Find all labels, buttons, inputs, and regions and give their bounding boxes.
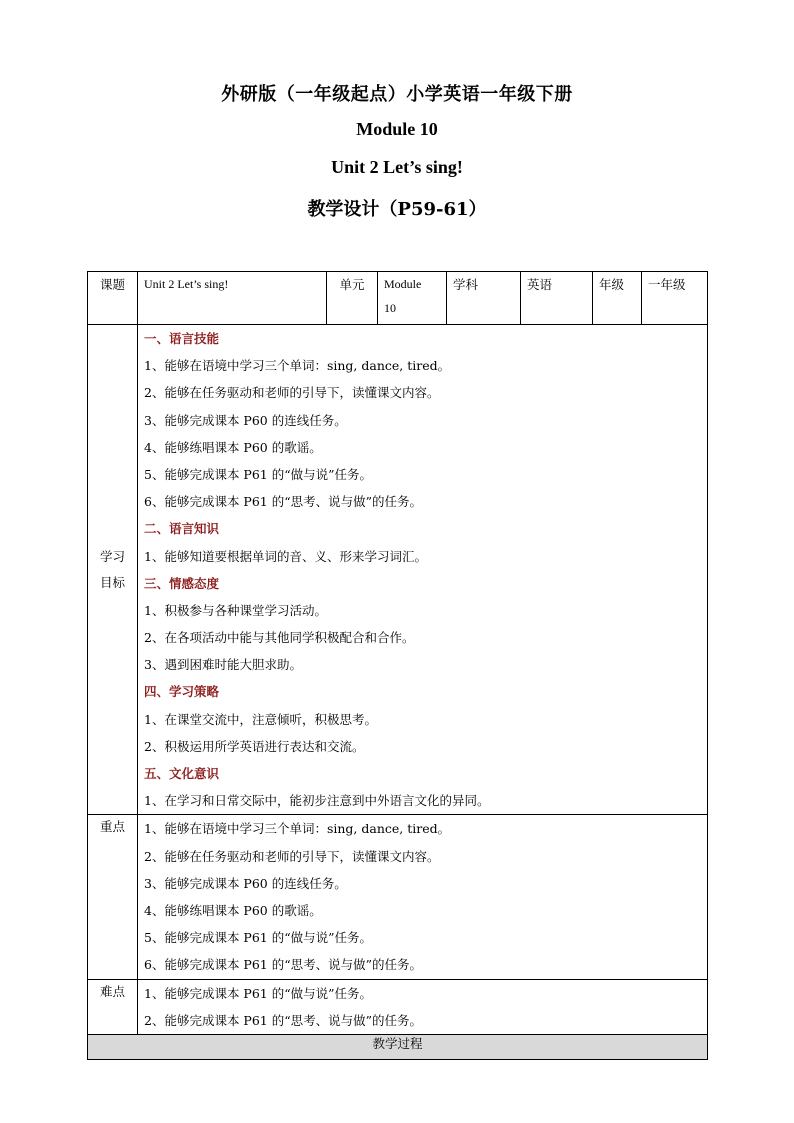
key-points-label: 重点 [99,819,125,835]
objective-item: 2、积极运用所学英语进行表达和交流。 [144,738,365,754]
objective-item: 5、能够完成课本 P61 的“做与说”任务。 [144,466,372,482]
topic-value: Unit 2 Let’s sing! [144,277,229,291]
grade-value-cell [642,272,708,325]
objective-item: 1、在课堂交流中，注意倾听，积极思考。 [144,711,377,727]
objectives-label-line1: 学习 [99,548,125,564]
objective-section-heading: 一、语言技能 [144,331,220,346]
objective-section-heading: 三、情感态度 [144,575,220,591]
objective-item: 1、能够知道要根据单词的音、义、形来学习词汇。 [144,548,427,564]
key-points-list [138,815,707,978]
objectives-row [88,325,708,815]
difficulty-item: 1、能够完成课本 P61 的“做与说”任务。 [144,985,372,1001]
subject-label: 学科 [453,277,479,292]
unit-value-line1: Module [384,277,422,291]
unit-title: Unit 2 Let’s sing! [331,157,463,177]
key-points-content-cell [138,815,708,979]
objective-section-heading: 五、文化意识 [144,766,220,781]
objectives-list [138,325,707,814]
unit-label: 单元 [339,277,365,292]
subject-value-cell [521,272,593,325]
objective-item: 3、能够完成课本 P60 的连线任务。 [144,412,347,428]
unit-value-line2: 10 [384,301,396,315]
key-points-row [88,815,708,979]
key-points-label-cell [88,815,138,979]
objective-section-heading: 二、语言知识 [144,521,220,537]
key-point-item: 3、能够完成课本 P60 的连线任务。 [144,875,347,891]
key-point-item: 2、能够在任务驱动和老师的引导下，读懂课文内容。 [144,848,440,864]
difficulties-content-cell [138,979,708,1034]
difficulties-list [138,980,707,1034]
unit-value-cell [378,272,447,325]
process-row [88,1034,708,1059]
objective-item: 2、在各项活动中能与其他同学积极配合和合作。 [144,630,415,646]
objective-item: 1、在学习和日常交际中，能初步注意到中外语言文化的异同。 [144,793,490,809]
key-point-item: 6、能够完成课本 P61 的“思考、说与做”的任务。 [144,957,422,973]
objective-item: 1、能够在语境中学习三个单词：sing, dance, tired。 [144,358,451,374]
key-point-item: 1、能够在语境中学习三个单词：sing, dance, tired。 [144,821,451,837]
difficulties-label-cell [88,979,138,1034]
subject-value: 英语 [527,277,553,292]
objectives-label-line2: 目标 [99,574,125,590]
unit-label-cell [327,272,378,325]
document-title: 外研版（一年级起点）小学英语一年级下册 [221,84,573,105]
objective-item: 6、能够完成课本 P61 的“思考、说与做”的任务。 [144,494,422,510]
header-row [88,272,708,325]
objectives-content-cell [138,325,708,815]
difficulty-item: 2、能够完成课本 P61 的“思考、说与做”的任务。 [144,1012,422,1028]
objective-item: 4、能够练唱课本 P60 的歌谣。 [144,439,322,455]
objective-item: 2、能够在任务驱动和老师的引导下，读懂课文内容。 [144,385,440,401]
subject-label-cell [447,272,521,325]
key-point-item: 5、能够完成课本 P61 的“做与说”任务。 [144,930,372,946]
grade-value: 一年级 [648,277,686,292]
objective-item: 1、积极参与各种课堂学习活动。 [144,602,327,618]
process-header-cell: 教学过程 [88,1034,708,1059]
difficulties-row [88,979,708,1034]
objective-item: 3、遇到困难时能大胆求助。 [144,657,302,673]
grade-label-cell [593,272,642,325]
key-point-item: 4、能够练唱课本 P60 的歌谣。 [144,902,322,918]
design-title: 教学设计（P59-61） [307,199,487,220]
module-title: Module 10 [356,119,438,139]
topic-label-cell [88,272,138,325]
objective-section-heading: 四、学习策略 [144,684,220,700]
topic-label: 课题 [99,277,125,292]
grade-label: 年级 [599,277,625,292]
objectives-label-cell [88,325,138,815]
difficulties-label: 难点 [99,983,125,999]
lesson-plan-table [87,271,708,1060]
topic-value-cell [138,272,327,325]
